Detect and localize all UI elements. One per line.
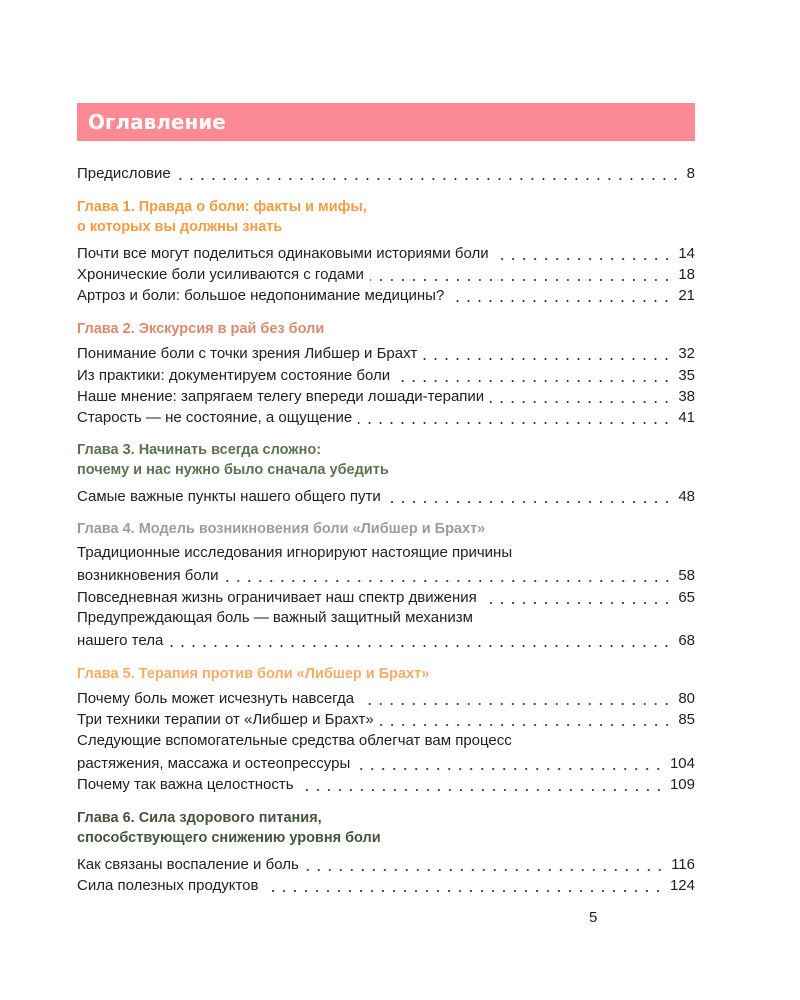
toc-entry-title: Из практики: документируем состояние боли — [77, 367, 391, 384]
toc-entry-title: Старость — не состояние, а ощущение — [77, 409, 353, 426]
toc-entry[interactable] — [77, 485, 695, 507]
toc-entry-title: Артроз и боли: большое недопонимание медицины? — [77, 287, 445, 304]
toc-header-banner — [77, 103, 695, 141]
leader-dots — [380, 724, 673, 726]
leader-dots — [177, 178, 681, 180]
chapter-4-heading[interactable] — [77, 519, 485, 539]
toc-entry-title: Почему боль может исчезнуть навсегда — [77, 690, 355, 707]
chapter-heading-line: Глава 5. Терапия против боли «Либшер и Брахт» — [77, 666, 430, 682]
chapter-3-heading[interactable] — [77, 440, 389, 480]
toc-entry-page: 41 — [678, 409, 695, 426]
toc-entry-title: Повседневная жизнь ограничивает наш спектр движения — [77, 589, 477, 606]
toc-entry-page: 18 — [678, 266, 695, 283]
toc-entry-title-line: Традиционные исследования игнорируют настоящие причины — [77, 544, 513, 561]
leader-dots — [483, 602, 673, 604]
toc-entry-title: Почему так важна целостность — [77, 776, 294, 793]
leader-dots — [423, 358, 672, 360]
toc-entry[interactable] — [77, 773, 695, 795]
leader-dots — [370, 279, 672, 281]
toc-entry-page: 65 — [678, 589, 695, 606]
chapter-heading-line: Глава 1. Правда о боли: факты и мифы, — [77, 199, 367, 215]
toc-entry-page: 104 — [669, 755, 695, 772]
leader-dots — [495, 258, 673, 260]
toc-entry-title: Предисловие — [77, 165, 171, 182]
toc-entry-page: 38 — [678, 388, 695, 405]
toc-entry-page: 21 — [678, 287, 695, 304]
leader-dots — [264, 890, 664, 892]
toc-entry[interactable] — [77, 752, 695, 774]
toc-entry-page: 32 — [678, 345, 695, 362]
chapter-heading-line: Глава 2. Экскурсия в рай без боли — [77, 321, 325, 337]
toc-entry-title: Понимание боли с точки зрения Либшер и Брахт — [77, 345, 418, 362]
toc-entry[interactable] — [77, 342, 695, 364]
toc-entry-page: 80 — [678, 690, 695, 707]
toc-entry-title-line: Следующие вспомогательные средства облегчат вам процесс — [77, 732, 512, 749]
leader-dots — [356, 768, 664, 770]
leader-dots — [387, 501, 673, 503]
leader-dots — [225, 580, 673, 582]
toc-entry-page: 35 — [678, 367, 695, 384]
leader-dots — [490, 401, 672, 403]
toc-entry-page: 14 — [678, 245, 695, 262]
toc-entry[interactable] — [77, 708, 695, 730]
chapter-6-heading[interactable] — [77, 808, 381, 848]
toc-entry-title: Наше мнение: запрягаем телегу впереди лошади-терапии — [77, 388, 485, 405]
toc-entry-preface[interactable] — [77, 162, 695, 184]
toc-entry[interactable] — [77, 364, 695, 386]
chapter-heading-line: Глава 6. Сила здорового питания, — [77, 810, 322, 826]
chapter-heading-line: о которых вы должны знать — [77, 219, 283, 235]
toc-entry[interactable] — [77, 586, 695, 608]
leader-dots — [300, 789, 664, 791]
toc-entry-page: 124 — [669, 877, 695, 894]
leader-dots — [396, 380, 672, 382]
toc-entry[interactable] — [77, 406, 695, 428]
toc-entry-title: растяжения, массажа и остеопрессуры — [77, 755, 351, 772]
toc-entry-title: нашего тела — [77, 632, 164, 649]
toc-entry[interactable] — [77, 385, 695, 407]
toc-entry-title: Как связаны воспаление и боль — [77, 856, 299, 873]
toc-entry-title: Сила полезных продуктов — [77, 877, 259, 894]
toc-entry[interactable] — [77, 564, 695, 586]
leader-dots — [358, 422, 672, 424]
leader-dots — [305, 869, 665, 871]
chapter-heading-line: почему и нас нужно было сначала убедить — [77, 462, 389, 478]
toc-entry-page: 8 — [686, 165, 695, 182]
toc-entry[interactable] — [77, 853, 695, 875]
chapter-heading-line: способствующего снижению уровня боли — [77, 830, 381, 846]
toc-entry-page: 48 — [678, 488, 695, 505]
chapter-heading-line: Глава 3. Начинать всегда сложно: — [77, 442, 322, 458]
toc-entry-title: Почти все могут поделиться одинаковыми историями боли — [77, 245, 489, 262]
toc-title: Оглавление — [88, 110, 226, 134]
toc-entry-title-line: Предупреждающая боль — важный защитный механизм — [77, 609, 473, 626]
chapter-heading-line: Глава 4. Модель возникновения боли «Либшер и Брахт» — [77, 521, 486, 537]
toc-entry-title: возникновения боли — [77, 567, 219, 584]
toc-entry-page: 58 — [678, 567, 695, 584]
leader-dots — [450, 300, 672, 302]
toc-entry-title: Три техники терапии от «Либшер и Брахт» — [77, 711, 374, 728]
toc-entry[interactable] — [77, 874, 695, 896]
toc-entry[interactable] — [77, 263, 695, 285]
toc-entry-title: Хронические боли усиливаются с годами — [77, 266, 364, 283]
leader-dots — [169, 645, 672, 647]
page-number: 5 — [589, 909, 598, 926]
toc-entry[interactable] — [77, 629, 695, 651]
leader-dots — [360, 703, 672, 705]
chapter-5-heading[interactable] — [77, 664, 429, 684]
toc-entry-page: 116 — [671, 856, 695, 873]
toc-entry-page: 85 — [678, 711, 695, 728]
toc-entry-page: 109 — [669, 776, 695, 793]
chapter-2-heading[interactable] — [77, 319, 324, 339]
chapter-1-heading[interactable] — [77, 197, 367, 237]
toc-entry-page: 68 — [678, 632, 695, 649]
toc-entry-title: Самые важные пункты нашего общего пути — [77, 488, 381, 505]
toc-entry[interactable] — [77, 687, 695, 709]
toc-entry[interactable] — [77, 284, 695, 306]
toc-entry[interactable] — [77, 242, 695, 264]
